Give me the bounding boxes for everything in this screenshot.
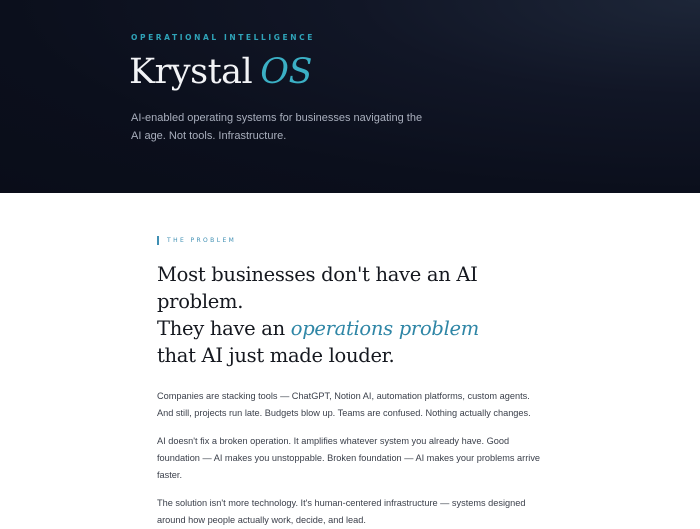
brand-title-main: Krystal [129,52,253,92]
section-label [157,236,557,245]
headline-line-1: Most businesses don't have an AI problem. [157,263,478,313]
problem-headline [157,261,557,369]
section-label-bar [157,236,159,245]
brand-title [129,52,312,92]
problem-paragraph: AI doesn't fix a broken operation. It amplifies whatever system you already have. Good foundation — AI makes you unstoppable. Broken foundation — AI makes your problems arrive faster. [157,436,541,480]
problem-section [157,236,557,529]
hero-eyebrow: OPERATIONAL INTELLIGENCE [131,33,315,42]
brand-title-accent: OS [260,52,312,92]
problem-paragraph: The solution isn't more technology. It's human-centered infrastructure — systems designed around how people actually work, decide, and lead. [157,498,526,525]
problem-paragraph: Companies are stacking tools — ChatGPT, Notion AI, automation platforms, custom agents. And still, projects run late. Budgets blow up. Teams are confused. Nothing actually changes. [157,391,531,418]
section-label-text: THE PROBLEM [167,237,237,244]
headline-line-3: that AI just made louder. [157,344,395,367]
hero-section [0,0,700,193]
hero-tagline: AI-enabled operating systems for businesses navigating the AI age. Not tools. Infrastructure. [131,112,423,142]
headline-line-2-accent: operations problem [290,317,479,340]
headline-line-2-pre: They have an [157,317,291,340]
